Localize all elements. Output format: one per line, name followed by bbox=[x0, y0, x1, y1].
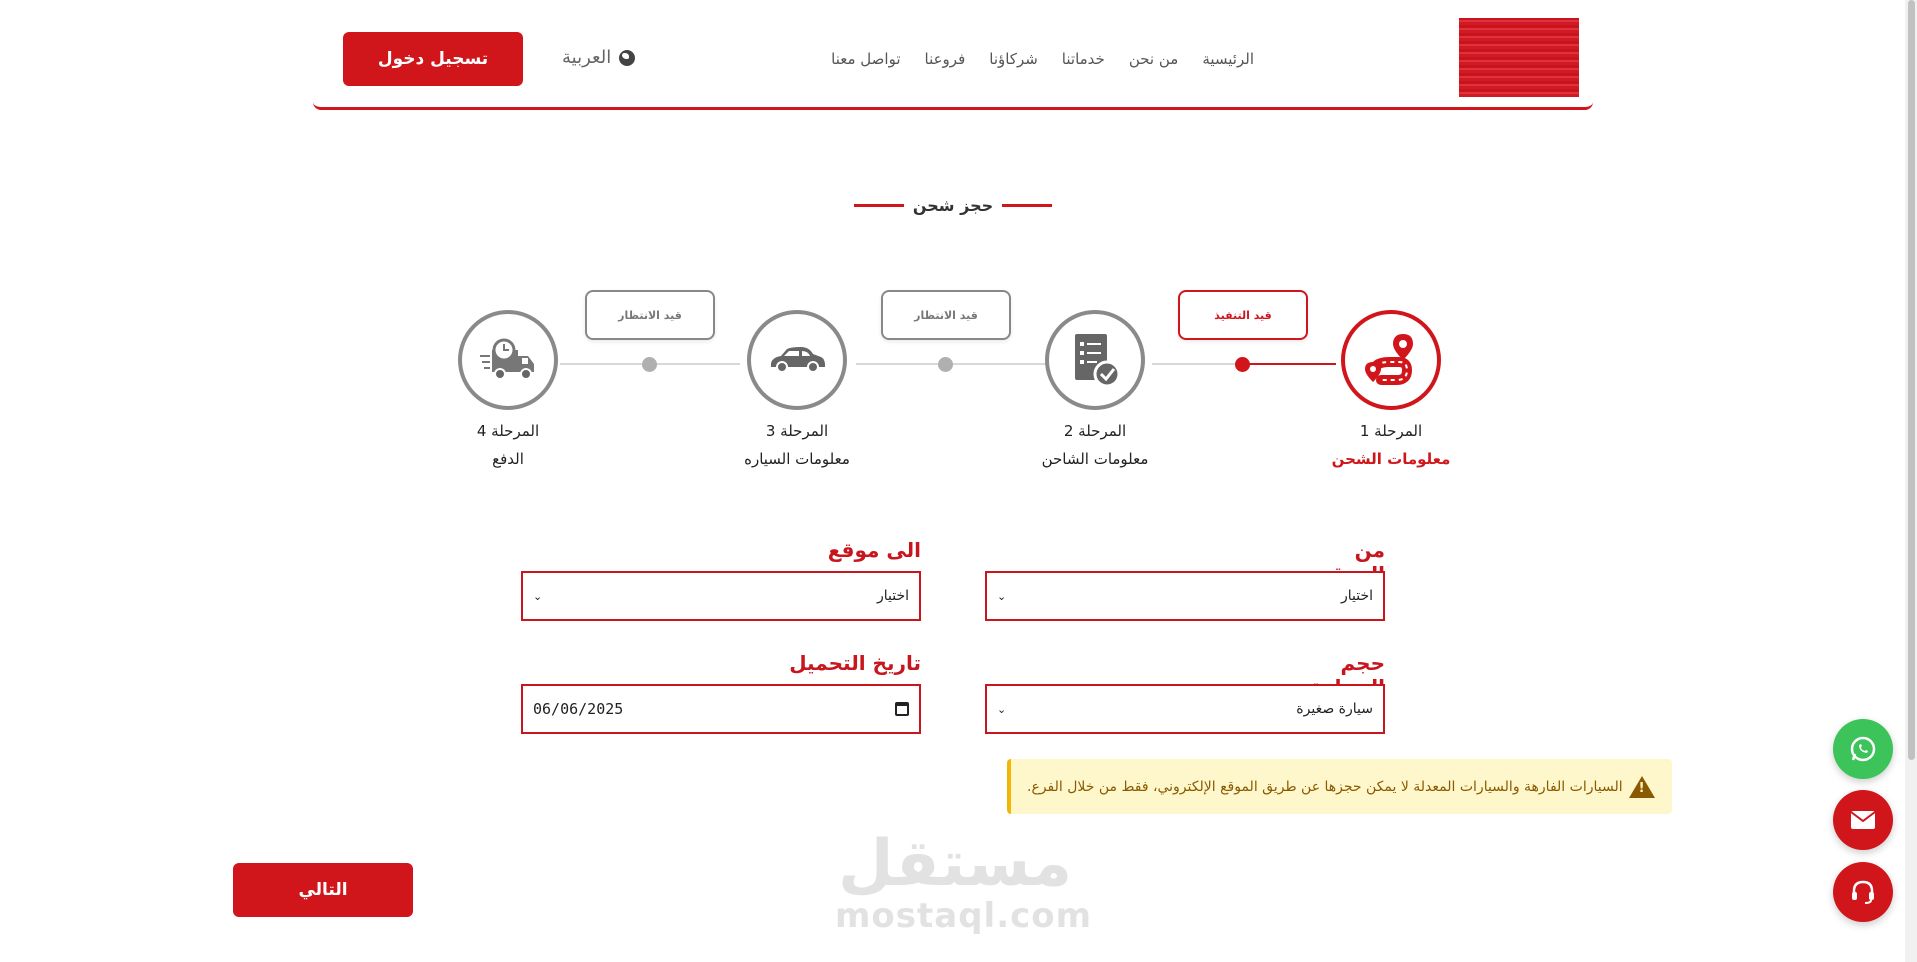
step-4-number: المرحلة 4 bbox=[476, 422, 540, 440]
car-icon bbox=[767, 345, 827, 375]
login-button[interactable]: تسجيل دخول bbox=[343, 32, 523, 86]
booking-stepper bbox=[0, 290, 1917, 470]
watermark bbox=[835, 827, 1093, 936]
whatsapp-button[interactable] bbox=[1833, 719, 1893, 779]
section-title bbox=[854, 196, 1052, 215]
watermark-arabic: مستقل bbox=[837, 827, 1073, 901]
step-3-circle[interactable] bbox=[747, 310, 847, 410]
step-3-number: المرحلة 3 bbox=[765, 422, 829, 440]
next-button[interactable]: التالي bbox=[233, 863, 413, 917]
chevron-down-icon: ⌄ bbox=[997, 702, 1007, 716]
loading-date-value: 06/06/2025 bbox=[533, 700, 624, 718]
from-location-select[interactable] bbox=[985, 571, 1385, 621]
step-3-label bbox=[697, 417, 897, 473]
from-location-value: اختيار bbox=[1340, 588, 1373, 604]
nav-item-branches[interactable]: فروعنا bbox=[924, 50, 966, 68]
step-2-number: المرحلة 2 bbox=[1063, 422, 1127, 440]
step-1-circle[interactable] bbox=[1341, 310, 1441, 410]
to-location-select[interactable] bbox=[521, 571, 921, 621]
chevron-down-icon: ⌄ bbox=[997, 589, 1007, 603]
step-connector bbox=[1152, 363, 1242, 365]
nav-item-about[interactable]: من نحن bbox=[1128, 50, 1179, 68]
step-1-number: المرحلة 1 bbox=[1359, 422, 1423, 440]
envelope-icon bbox=[1850, 810, 1876, 830]
calendar-icon[interactable] bbox=[895, 702, 909, 716]
email-button[interactable] bbox=[1833, 790, 1893, 850]
site-logo[interactable] bbox=[1459, 18, 1579, 97]
main-nav bbox=[831, 50, 1254, 74]
to-location-value: اختيار bbox=[876, 588, 909, 604]
headset-icon bbox=[1849, 878, 1877, 906]
loading-date-input[interactable] bbox=[521, 684, 921, 734]
globe-icon bbox=[619, 50, 635, 66]
step-2-circle[interactable] bbox=[1045, 310, 1145, 410]
warning-text: السيارات الفارهة والسيارات المعدلة لا يمكن حجزها عن طريق الموقع الإلكتروني، فقط من خلال الفرع. bbox=[1027, 778, 1623, 795]
step-2-status: قيد الانتظار bbox=[881, 290, 1011, 340]
warning-icon bbox=[1629, 776, 1655, 798]
nav-item-partners[interactable]: شركاؤنا bbox=[989, 50, 1038, 68]
checklist-icon bbox=[1065, 330, 1125, 390]
car-size-label: حجم bbox=[1340, 651, 1385, 675]
step-1-name: معلومات الشحن bbox=[1331, 450, 1451, 468]
car-size-value: سيارة صغيرة bbox=[1296, 701, 1373, 717]
warning-alert bbox=[1007, 759, 1672, 814]
step-dot bbox=[642, 357, 657, 372]
step-2-label bbox=[995, 417, 1195, 473]
language-switcher[interactable] bbox=[562, 47, 635, 68]
delivery-truck-icon bbox=[478, 338, 538, 382]
car-size-select[interactable] bbox=[985, 684, 1385, 734]
step-4-name: الدفع bbox=[492, 450, 524, 468]
step-dot-active bbox=[1235, 357, 1250, 372]
step-1-label bbox=[1291, 417, 1491, 473]
to-location-label: الى موقع bbox=[827, 538, 921, 562]
page-scrollbar-thumb[interactable] bbox=[1908, 0, 1915, 760]
step-4-circle[interactable] bbox=[458, 310, 558, 410]
title-divider-left bbox=[854, 204, 904, 207]
step-2-name: معلومات الشاحن bbox=[1041, 450, 1149, 468]
page-title: حجز شحن bbox=[912, 196, 994, 215]
step-3-name: معلومات السياره bbox=[744, 450, 850, 468]
nav-item-services[interactable]: خدماتنا bbox=[1061, 50, 1105, 68]
nav-item-home[interactable]: الرئيسية bbox=[1202, 50, 1254, 68]
step-connector-active bbox=[1242, 363, 1336, 365]
from-location-label: من bbox=[1354, 538, 1385, 562]
step-dot bbox=[938, 357, 953, 372]
title-divider-right bbox=[1002, 204, 1052, 207]
support-button[interactable] bbox=[1833, 862, 1893, 922]
watermark-english: mostaql.com bbox=[835, 896, 1093, 936]
step-3-status: قيد الانتظار bbox=[585, 290, 715, 340]
language-label: العربية bbox=[562, 47, 612, 68]
route-icon bbox=[1359, 328, 1423, 392]
loading-date-label: تاريخ التحميل bbox=[789, 651, 921, 675]
whatsapp-icon bbox=[1849, 735, 1877, 763]
chevron-down-icon: ⌄ bbox=[533, 589, 543, 603]
nav-item-contact[interactable]: تواصل معنا bbox=[831, 50, 901, 68]
step-1-status: قيد التنفيذ bbox=[1178, 290, 1308, 340]
step-4-label bbox=[408, 417, 608, 473]
